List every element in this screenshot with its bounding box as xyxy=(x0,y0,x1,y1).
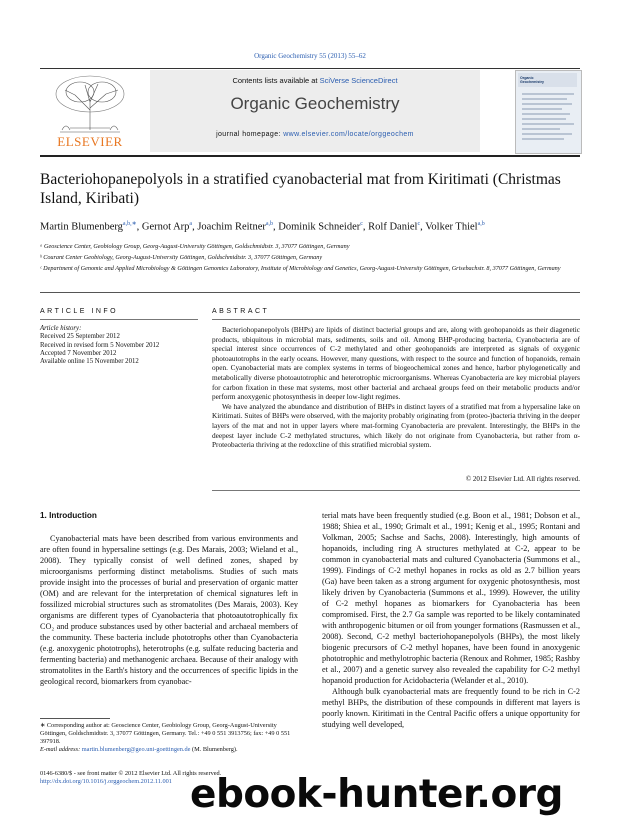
article-title: Bacteriohopanepolyols in a stratified cyanobacterial mat from Kiritimati (Christmas Island, Kiribati) xyxy=(40,171,561,207)
body-paragraph: Cyanobacterial mats have been described from various environments and are often found in hypersaline settings (e.g. Des Marais, 2003; Wieland et al., 2008). They typically consist of well defined zones, shaped by microorganisms performing distinct metabolisms. Studies of such mats provide insight into the processes of burial and preservation of organic matter (OM) and are relevant for the interpretation of chemical signatures left in fossilized microbial structures such as stromatolites (Des Marais, 2003). Key organisms are different types of Cyanobacteria that photoautotrophically fix CO₂ and produce substances used by other bacterial and archaeal members of the community. These bacteria include phototrophs other than Cyanobacteria (e.g. anoxygenic phototrophs), heterotrophs (e.g. sulfate reducing bacteria and fermenting bacteria) and methanogenic archaea. Because of their analogy with stromatolites in the Earth's history and the occurrences of specific lipids in the geological record, biomarkers from cyanobac- xyxy=(40,534,298,686)
affiliation-divider xyxy=(40,292,580,293)
contents-line: Contents lists available at SciVerse ScienceDirect xyxy=(232,76,398,85)
elsevier-logo xyxy=(40,70,140,150)
author-name: Gernot Arp xyxy=(141,221,190,233)
article-info-divider xyxy=(40,319,198,320)
author-name: Martin Blumenberg xyxy=(40,221,123,233)
body-column-left xyxy=(40,510,298,687)
affiliation-c: ᶜ Department of Genomic and Applied Microbiology & Göttingen Genomics Laboratory, Institute of Microbiology and Genetics, Georg-August-University Göttingen, Grisebachstr. 8, 37077 Göttingen, Germany xyxy=(40,265,561,272)
cover-title: Organic Geochemistry xyxy=(520,76,544,84)
author-name: Joachim Reitner xyxy=(197,221,266,233)
section-heading: 1. Introduction xyxy=(40,511,97,520)
header-divider xyxy=(40,68,580,69)
author-affiliation-marker[interactable]: a,b,∗ xyxy=(122,221,137,227)
author-affiliation-marker[interactable]: c xyxy=(360,221,363,227)
affiliation-b: ᵇ Courant Center Geobiology, Georg-August-University Göttingen, Goldschmidtstr. 3, 37077 Göttingen, Germany xyxy=(40,254,323,261)
footnote xyxy=(40,722,298,754)
header-bottom-divider xyxy=(40,155,580,157)
cover-text-lines xyxy=(522,93,574,149)
author-affiliation-marker[interactable]: c xyxy=(417,221,421,227)
history-received: Received 25 September 2012 xyxy=(40,333,120,341)
body-paragraph: Although bulk cyanobacterial mats are frequently found to be rich in C-2 methyl BHPs, the distribution of these compounds in different mat layers is poorly known. Kiritimati in the Central Pacific offers a unique opportunity for studying well developed, xyxy=(322,687,580,729)
body-column-right xyxy=(322,510,580,730)
author-affiliation-marker[interactable]: a,b xyxy=(265,221,274,227)
abstract-heading: ABSTRACT xyxy=(212,308,270,315)
history-accepted: Accepted 7 November 2012 xyxy=(40,349,117,357)
watermark: ebook-hunter.org xyxy=(190,772,563,817)
history-label: Article history: xyxy=(40,325,82,332)
abstract-paragraph: Bacteriohopanepolyols (BHPs) are lipids of distinct bacterial groups and are, along with geohopanoids as their diagenetic products, ubiquitous in microbial mats, sediments, soils and oil. Among BHP-producing bacteria, Cyanobacteria are of special interest since occurrences of C-2 methylated and other geohopanoids are interpreted as signals of oxygenic photoautotrophs in the early oceans. However, many questions, with respect to the source and function of hopanoids, remain open. Cyanobacterial mats are complex systems in terms of biogeochemical zones and hence, harbor phylogenetically and metabolically diverse photoautotrophic and heterotrophic microorganisms. Whereas Cyanobacteria are key microbial players for carbon fixation in these mat systems, most other bacterial and archaeal groups feed on their metabolic products and/or perform anoxygenic photosynthesis in deeper low-light regimes. xyxy=(212,325,580,402)
journal-reference[interactable]: Organic Geochemistry 55 (2013) 55–62 xyxy=(254,52,366,60)
email-line: E-mail address: martin.blumenberg@geo.uni-goettingen.de (M. Blumenberg). xyxy=(40,746,238,753)
author-affiliation-marker[interactable]: a,b xyxy=(477,221,485,227)
copyright-notice: © 2012 Elsevier Ltd. All rights reserved. xyxy=(465,475,580,483)
author-name: Volker Thiel xyxy=(425,221,478,233)
history-online: Available online 15 November 2012 xyxy=(40,358,139,366)
author-affiliation-marker[interactable]: a xyxy=(189,221,193,227)
affiliation-a: ᵃ Geoscience Center, Geobiology Group, Georg-August-University Göttingen, Goldschmidtstr. 3, 37077 Göttingen, Germany xyxy=(40,243,350,250)
article-info-heading: ARTICLE INFO xyxy=(40,308,119,315)
footnote-divider xyxy=(40,718,110,719)
email-link[interactable]: martin.blumenberg@geo.uni-goettingen.de xyxy=(81,746,191,753)
author-name: Rolf Daniel xyxy=(368,221,418,233)
journal-homepage: journal homepage: www.elsevier.com/locate/orggeochem xyxy=(216,131,414,138)
doi-link[interactable]: http://dx.doi.org/10.1016/j.orggeochem.2012.11.001 xyxy=(40,778,172,785)
journal-name: Organic Geochemistry xyxy=(230,94,400,113)
abstract-body xyxy=(212,325,580,450)
issn-line: 0146-6380/$ - see front matter © 2012 Elsevier Ltd. All rights reserved. xyxy=(40,770,222,777)
article-history xyxy=(40,325,200,366)
abstract-paragraph: We have analyzed the abundance and distribution of BHPs in distinct layers of a stratified mat from a hypersaline lake on Kiritimati. Suites of BHPs were observed, with the majority probably originating from (proteo-)bacteria thriving in the deeper layers of the mat and not in upper layers where mat-forming Cyanobacteria are prevalent. Interestingly, the BHPs in the deepest layer include C-2 methylated structures, which likely do not originate from Cyanobacteria, but rather from α-Proteobacteria thriving at the redoxcline of this stratified microbial system. xyxy=(212,401,580,450)
history-revised: Received in revised form 5 November 2012 xyxy=(40,341,160,349)
author-list: Martin Blumenberg$^{a,b,∗}$, Gernot Arp$^a$, Joachim Reitner$^{a,b}$, Dominik Schneider$^c$, Rolf Daniel$^c$, Volker Thiel$^{a,b}$ xyxy=(40,221,485,233)
author-name: Dominik Schneider xyxy=(278,221,361,233)
journal-cover-thumbnail[interactable] xyxy=(515,70,582,154)
abstract-bottom-divider xyxy=(212,490,580,491)
body-paragraph: terial mats have been frequently studied (e.g. Boon et al., 1981; Dobson et al., 1988; Shiea et al., 1990; Grimalt et al., 1991; Kenig et al., 1995; Rontani and Volkman, 2005; Sachse and Sachs, 2008). Interestingly, high amounts of hopanoids, including ring A structures methylated at C-2, appear to be common in cyanobacterial mats and cultured Cyanobacteria (Summons et al., 1999). Findings of C-2 methyl hopanes in rocks as old as 2.7 billion years (Ga) have been taken as a strong argument for oxygenic photosynthesis, most likely driven by Cyanobacteria (Summons et al., 1999). However, the utility of C-2 methyl hopanes as biomarkers for Cyanobacteria has been compromised. First, the 2.7 Ga sample was reported to be likely contaminated with anthropogenic bitumen or oil from younger formations (Rasmussen et al., 2008). Second, C-2 methyl bacteriohopanepolyols (BHPs), the most likely biogenic precursors of C-2 methyl hopanes, have been found in anoxygenic phototrophic and methylotrophic bacteria (Renoux and Rohmer, 1985; Rashby et al., 2007) and a genetic survey also revealed the capability for C-2 methyl hopanoid production for Acidobacteria (Welander et al., 2010). xyxy=(322,511,580,685)
sciencedirect-link[interactable]: SciVerse ScienceDirect xyxy=(319,76,398,85)
homepage-link[interactable]: www.elsevier.com/locate/orggeochem xyxy=(283,131,414,138)
corresponding-author-note: ∗ Corresponding author at: Geoscience Center, Geobiology Group, Georg-August-University Göttingen, Goldschmidtstr. 3, 37077 Göttingen, Germany. Tel.: +49 0 551 3913756; fax: +49 0 551 397918. xyxy=(40,722,291,745)
elsevier-wordmark: ELSEVIER xyxy=(57,134,123,149)
abstract-divider xyxy=(212,319,580,320)
